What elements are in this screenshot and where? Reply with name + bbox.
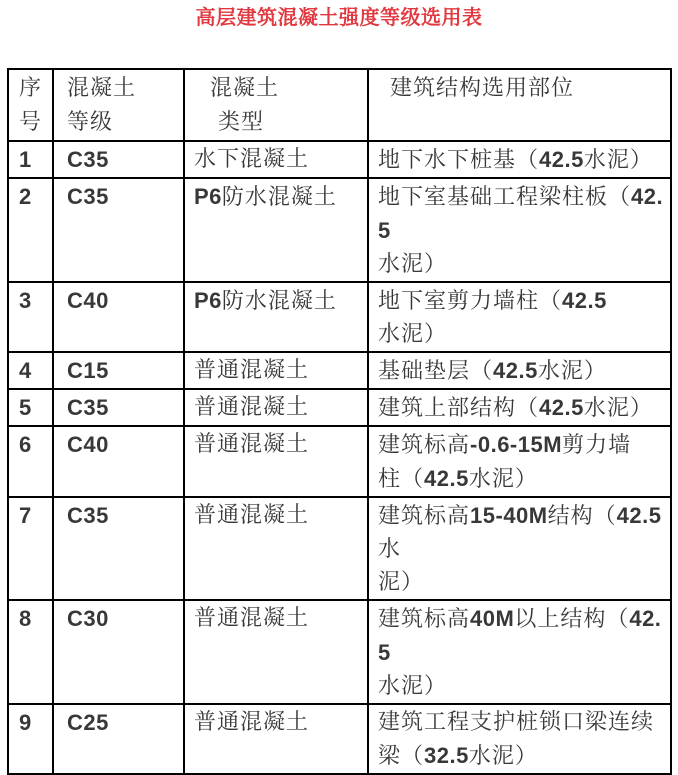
cell-usage: 地下水下桩基（42.5水泥）: [368, 141, 671, 178]
cell-usage: 建筑工程支护桩锁口梁连续 梁（32.5水泥）: [368, 704, 671, 774]
table-row: [8, 704, 671, 774]
cell-seq: 6: [8, 426, 53, 497]
cell-type: 普通混凝土: [184, 497, 368, 600]
page-title: 高层建筑混凝土强度等级选用表: [195, 7, 483, 29]
cell-grade: C40: [53, 282, 184, 352]
cell-seq: 5: [8, 389, 53, 426]
table-row: [8, 352, 671, 389]
cell-type: 普通混凝土: [184, 704, 368, 774]
table-row: [8, 426, 671, 497]
cell-grade: C35: [53, 178, 184, 282]
cell-seq: 7: [8, 497, 53, 600]
cell-type: 水下混凝土: [184, 141, 368, 178]
column-header-grade: 混凝土 等级: [53, 69, 184, 141]
cell-grade: C30: [53, 600, 184, 704]
cell-seq: 4: [8, 352, 53, 389]
column-header-type: 混凝土 类型: [184, 69, 368, 141]
cell-grade: C35: [53, 389, 184, 426]
table-row: [8, 178, 671, 282]
cell-usage: 地下室剪力墙柱（42.5水泥）: [368, 282, 671, 352]
cell-usage: 建筑标高40M以上结构（42.5 水泥）: [368, 600, 671, 704]
cell-usage: 基础垫层（42.5水泥）: [368, 352, 671, 389]
cell-type: P6防水混凝土: [184, 178, 368, 282]
cell-grade: C40: [53, 426, 184, 497]
table-row: [8, 497, 671, 600]
cell-usage: 建筑标高15-40M结构（42.5水 泥）: [368, 497, 671, 600]
column-header-seq: 序 号: [8, 69, 53, 141]
cell-type: 普通混凝土: [184, 600, 368, 704]
cell-seq: 9: [8, 704, 53, 774]
cell-seq: 1: [8, 141, 53, 178]
cell-usage: 建筑标高-0.6-15M剪力墙 柱（42.5水泥）: [368, 426, 671, 497]
cell-seq: 3: [8, 282, 53, 352]
header-row: [8, 69, 671, 141]
cell-grade: C15: [53, 352, 184, 389]
cell-grade: C35: [53, 141, 184, 178]
table-row: [8, 141, 671, 178]
cell-grade: C25: [53, 704, 184, 774]
cell-type: 普通混凝土: [184, 426, 368, 497]
cell-type: 普通混凝土: [184, 352, 368, 389]
table-body: [8, 141, 671, 774]
concrete-grade-table: [7, 68, 672, 775]
page: [0, 5, 678, 775]
cell-usage: 建筑上部结构（42.5水泥）: [368, 389, 671, 426]
cell-usage: 地下室基础工程梁柱板（42.5 水泥）: [368, 178, 671, 282]
table-row: [8, 389, 671, 426]
column-header-usage: 建筑结构选用部位: [368, 69, 671, 141]
cell-type: 普通混凝土: [184, 389, 368, 426]
cell-grade: C35: [53, 497, 184, 600]
cell-seq: 8: [8, 600, 53, 704]
table-row: [8, 600, 671, 704]
cell-type: P6防水混凝土: [184, 282, 368, 352]
table-row: [8, 282, 671, 352]
cell-seq: 2: [8, 178, 53, 282]
